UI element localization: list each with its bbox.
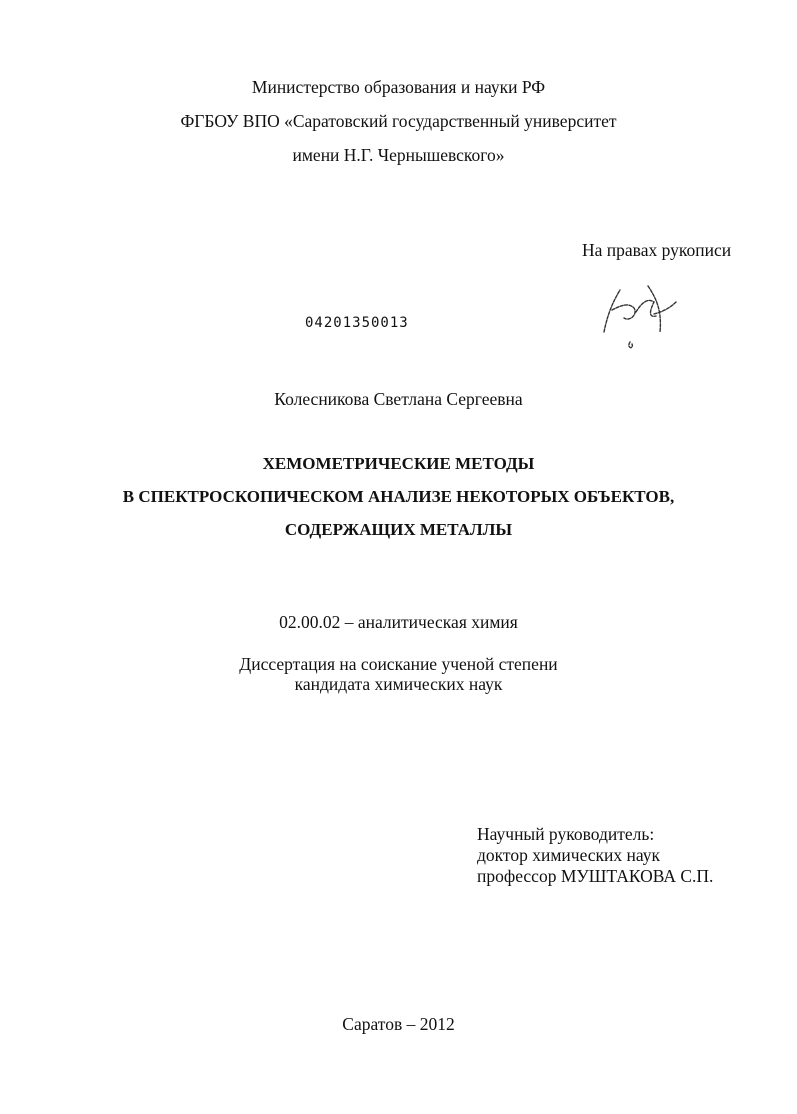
rights-note: На правах рукописи: [582, 240, 732, 260]
supervisor-name: профессор МУШТАКОВА С.П.: [477, 866, 714, 886]
institution-line-1: ФГБОУ ВПО «Саратовский государственный университет: [180, 111, 617, 131]
institution-line-2: имени Н.Г. Чернышевского»: [292, 145, 505, 165]
catalog-number: 04201350013: [305, 315, 409, 331]
specialty: 02.00.02 – аналитическая химия: [279, 612, 518, 632]
supervisor-label: Научный руководитель:: [477, 824, 655, 844]
title-line-1: ХЕМОМЕТРИЧЕСКИЕ МЕТОДЫ: [262, 454, 535, 473]
city-year: Саратов – 2012: [342, 1014, 455, 1034]
ministry-line: Министерство образования и науки РФ: [251, 77, 546, 97]
degree-line-1: Диссертация на соискание ученой степени: [239, 654, 558, 674]
signature-mark: [590, 272, 680, 352]
degree-line-2: кандидата химических наук: [294, 674, 503, 694]
supervisor-degree: доктор химических наук: [477, 845, 661, 865]
title-line-2: В СПЕКТРОСКОПИЧЕСКОМ АНАЛИЗЕ НЕКОТОРЫХ ОБЪЕКТОВ,: [122, 487, 675, 506]
title-line-3: СОДЕРЖАЩИХ МЕТАЛЛЫ: [284, 520, 513, 539]
author-name: Колесникова Светлана Сергеевна: [274, 389, 523, 409]
